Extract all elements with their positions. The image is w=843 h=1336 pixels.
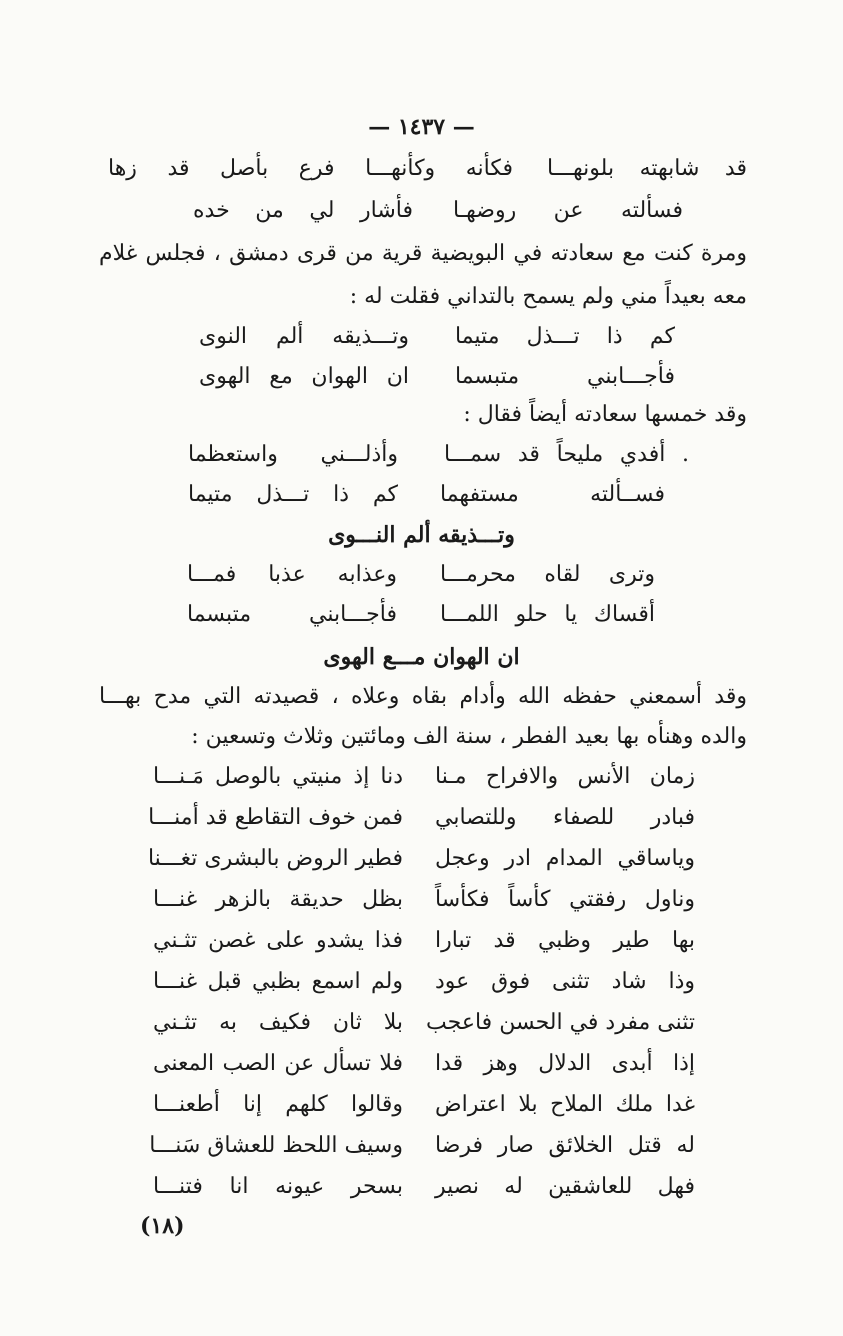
prose-line: وقد أسمعني حفظه الله وأدام بقاه وعلاه ، قصيدته التي مدح بهـــا — [99, 684, 747, 709]
verse-line — [0, 440, 843, 470]
prose-line: ومرة كنت مع سعادته في البويضية قرية من قرى دمشق ، فجلس غلام — [99, 241, 747, 266]
verse-hemistich-right: فسألته عن روضهـا — [453, 198, 683, 223]
verse-hemistich-right: له قتل الخلائق صار فرضا — [435, 1133, 695, 1158]
verse-hemistich-left: وعذابه عذبا فمـــا — [187, 562, 397, 587]
verse-hemistich-left: فكأنه وكأنهـــا فرع بأصل قد زها — [108, 156, 513, 181]
verse-hemistich-left: ولم اسمع بظبي قبل غنـــا — [153, 969, 403, 994]
verse-line — [0, 560, 843, 590]
verse-line — [0, 600, 843, 630]
poem-verse-line — [0, 926, 843, 956]
verse-hemistich-right: وناول رفقتي كأساً فكأساً — [435, 887, 695, 912]
verse-hemistich-left: وتـــذيقه ألم النوى — [199, 324, 409, 349]
verse-hemistich-left: فذا يشدو على غصن تثـني — [153, 928, 403, 953]
verse-hemistich-right: زمان الأنس والافراح مـنا — [435, 764, 695, 789]
verse-hemistich-right: فبادر للصفاء وللتصابي — [435, 805, 695, 830]
verse-hemistich-left: فأشار لي من خده — [193, 198, 413, 223]
prose-line: والده وهنأه بها بعيد الفطر ، سنة الف ومائتين وثلاث وتسعين : — [191, 724, 747, 749]
verse-hemistich-left: دنا إذ منيتي بالوصل مَـنـــا — [153, 764, 403, 789]
verse-hemistich-left: وقالوا كلهم إنا أطعنـــا — [153, 1092, 403, 1117]
poem-verse-line — [0, 803, 843, 833]
verse-line — [0, 362, 843, 392]
page-header: — ١٤٣٧ — — [368, 114, 475, 140]
verse-hemistich-left: بلا ثان فكيف به تثـني — [153, 1010, 403, 1035]
prose-line: معه بعيداً مني ولم يسمح بالتداني فقلت له : — [349, 284, 747, 309]
verse-hemistich-left: فأجـــابني متبسما — [187, 602, 397, 627]
verse-hemistich-right: أقساك يا حلو اللمـــا — [440, 602, 655, 627]
prose-line: وقد خمسها سعادته أيضاً فقال : — [463, 402, 747, 427]
verse-hemistich-right: وياساقي المدام ادر وعجل — [435, 846, 695, 871]
verse-hemistich-right: فهل للعاشقين له نصير — [435, 1174, 695, 1199]
verse-hemistich-right: وذا شاد تثنى فوق عود — [435, 969, 695, 994]
verse-hemistich-right: قد شابهته بلونهـــا — [547, 156, 747, 181]
verse-line — [0, 322, 843, 352]
verse-hemistich-left: بسحر عيونه انا فتنـــا — [153, 1174, 403, 1199]
poem-verse-line — [0, 967, 843, 997]
verse-hemistich-right: بها طير وظبي قد تبارا — [435, 928, 695, 953]
poem-verse-line — [0, 1131, 843, 1161]
verse-closing-line: وتـــذيقه ألم النـــوى — [328, 522, 515, 548]
verse-hemistich-left: كم ذا تـــذل متيما — [188, 482, 398, 507]
verse-hemistich-left: ان الهوان مع الهوى — [199, 364, 409, 389]
verse-hemistich-right: فأجـــابني متبسما — [455, 364, 675, 389]
verse-hemistich-right: وترى لقاه محرمـــا — [440, 562, 655, 587]
poem-verse-line — [0, 1172, 843, 1202]
poem-verse-line — [0, 1008, 843, 1038]
verse-hemistich-left: فطير الروض بالبشرى تغـــنا — [147, 846, 403, 871]
poem-verse-line — [0, 1090, 843, 1120]
verse-hemistich-left: وسيف اللحظ للعشاق سَنـــا — [149, 1133, 403, 1158]
verse-line — [0, 480, 843, 510]
verse-hemistich-left: فمن خوف التقاطع قد أمنـــا — [148, 805, 403, 830]
poem-verse-line — [0, 844, 843, 874]
verse-closing-line: ان الهوان مـــع الهوى — [323, 644, 520, 670]
verse-line — [0, 154, 843, 184]
page-number: (١٨) — [140, 1213, 185, 1239]
verse-hemistich-right: تثنى مفرد في الحسن فاعجب — [426, 1010, 695, 1035]
verse-hemistich-left: وأذلـــني واستعظما — [188, 442, 398, 467]
verse-hemistich-left: بظل حديقة بالزهر غنـــا — [153, 887, 403, 912]
verse-hemistich-right: غدا ملك الملاح بلا اعتراض — [435, 1092, 695, 1117]
poem-verse-line — [0, 885, 843, 915]
verse-hemistich-left: فلا تسأل عن الصب المعنى — [153, 1051, 403, 1076]
verse-hemistich-right: إذا أبدى الدلال وهز قدا — [435, 1051, 695, 1076]
poem-verse-line — [0, 1049, 843, 1079]
verse-line — [0, 196, 843, 226]
verse-hemistich-right: كم ذا تـــذل متيما — [455, 324, 675, 349]
verse-hemistich-right: فســألته مستفهما — [440, 482, 665, 507]
poem-verse-line — [0, 762, 843, 792]
verse-hemistich-right: . أفدي مليحاً قد سمـــا — [444, 442, 689, 467]
